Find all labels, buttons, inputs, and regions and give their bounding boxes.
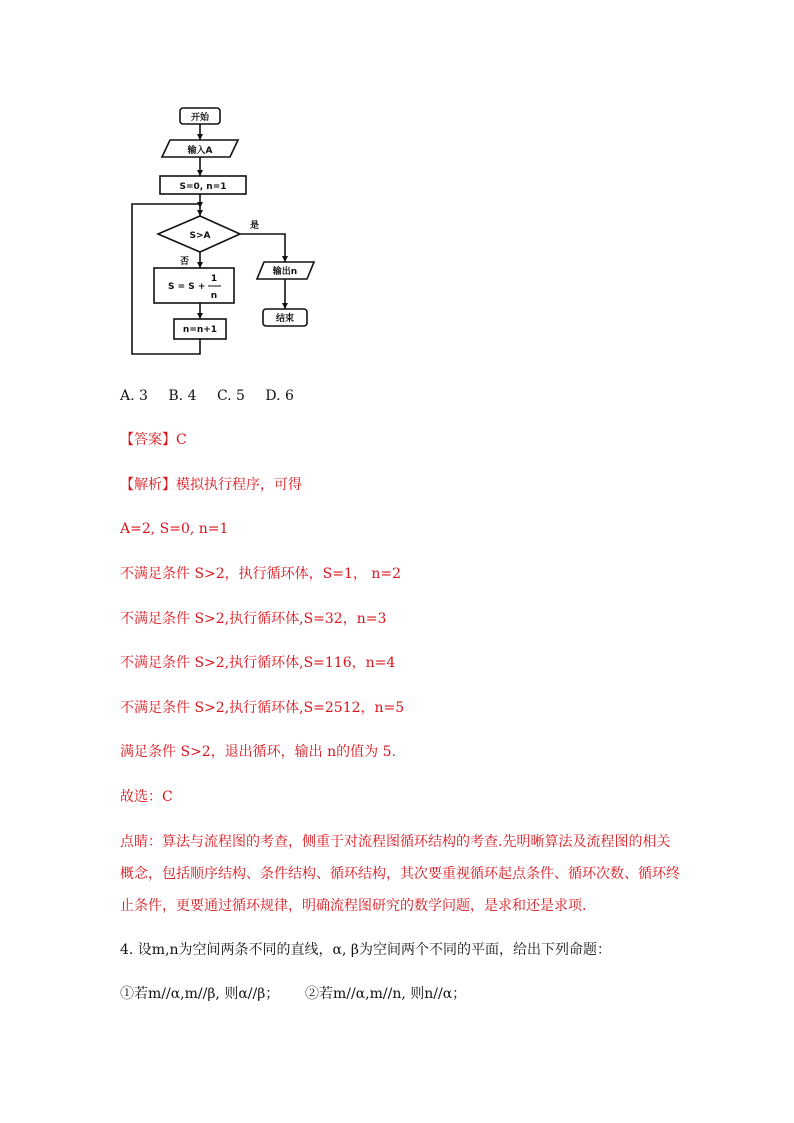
step-4: 不满足条件 S>2,执行循环体,S=116，n=4 [120, 655, 396, 671]
step-3: 不满足条件 S>2,执行循环体,S=32，n=3 [120, 611, 387, 627]
comment-line-2: 概念，包括顺序结构、条件结构、循环结构，其次要重视循环起点条件、循环次数、循环终 [120, 866, 680, 882]
option-b: B. 4 [168, 388, 197, 404]
answer-options [120, 386, 310, 406]
yes-label: 是 [250, 221, 260, 231]
condition-label: S>A [189, 231, 211, 241]
proposition-1: ①若m//α,m//β, 则α//β； [120, 986, 280, 1002]
comment-line-3: 止条件，更要通过循环规律，明确流程图研究的数学问题，是求和还是求项. [120, 898, 587, 914]
step-6: 满足条件 S>2，退出循环，输出 n的值为 5. [120, 744, 396, 760]
option-a: A. 3 [120, 388, 148, 404]
no-label: 否 [180, 257, 190, 267]
question-4: 4. 设m,n为空间两条不同的直线，α, β为空间两个不同的平面，给出下列命题： [120, 942, 611, 958]
output-label: 输出n [272, 267, 298, 277]
step-1: A=2, S=0, n=1 [120, 521, 229, 537]
step-5: 不满足条件 S>2,执行循环体,S=2512，n=5 [120, 700, 405, 716]
end-label: 结束 [275, 314, 295, 324]
input-label: 输入A [187, 146, 213, 156]
flowchart [128, 104, 328, 360]
option-c: C. 5 [216, 388, 245, 404]
proposition-2: ②若m//α,m//n, 则n//α； [305, 986, 467, 1002]
start-label: 开始 [190, 113, 210, 123]
assign-label: S = S + [168, 282, 206, 292]
assign-denominator: n [210, 291, 218, 301]
step-2: 不满足条件 S>2，执行循环体，S=1， n=2 [120, 566, 402, 582]
increment-label: n=n+1 [182, 325, 218, 335]
analysis-title: 【解析】模拟执行程序，可得 [120, 477, 302, 493]
comment-line-1: 点睛：算法与流程图的考查，侧重于对流程图循环结构的考查.先明晰算法及流程图的相关 [120, 834, 671, 850]
init-label: S=0, n=1 [179, 182, 227, 192]
conclusion: 故选：C [120, 789, 173, 805]
answer-line: 【答案】C [120, 432, 187, 448]
assign-numerator: 1 [210, 274, 218, 284]
option-d: D. 6 [265, 388, 294, 404]
